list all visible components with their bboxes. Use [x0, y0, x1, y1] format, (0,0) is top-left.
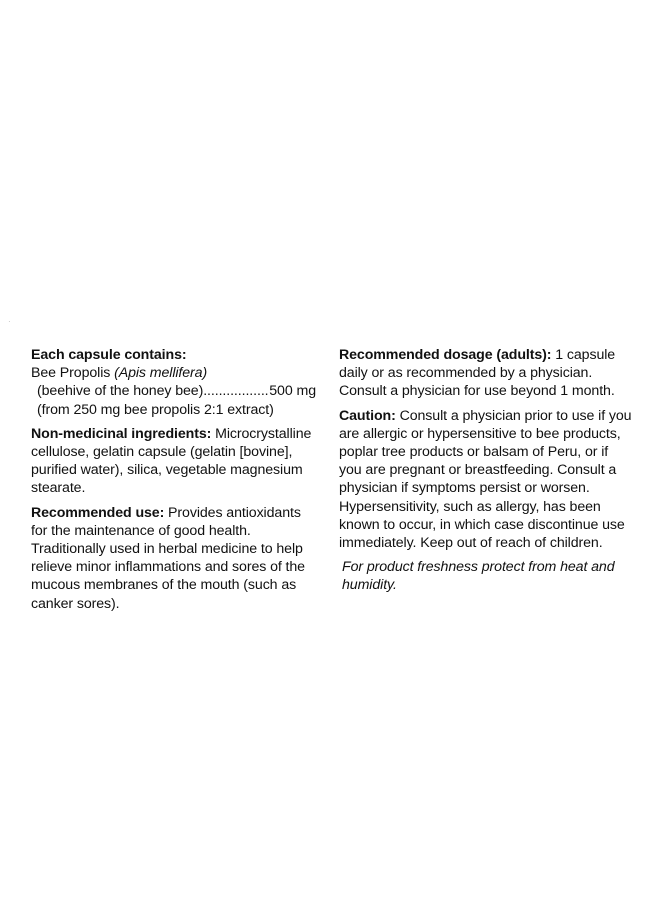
- ingredient-name: Bee Propolis: [31, 365, 115, 382]
- nonmedicinal-section: [31, 425, 316, 498]
- caution-label: Caution:: [339, 407, 396, 424]
- dosage-section: [339, 346, 634, 401]
- nonmedicinal-text: Microcrystalline cellulose, gelatin capsule (gelatin [bovine], purified water), silica, vegetable magnesium stearate.: [31, 425, 312, 497]
- dosage-label: Recommended dosage (adults):: [339, 347, 552, 363]
- contents-section: [31, 346, 316, 419]
- ingredient-latin: (Apis mellifera): [114, 365, 208, 382]
- dot-leader: [203, 382, 269, 400]
- left-column: [31, 346, 316, 619]
- recommended-use-text: Provides antioxidants for the maintenance of good health. Traditionally used in herbal medicine to help relieve minor inflammations and sores of the mucous membranes of the mouth (such as canker sores).: [31, 504, 305, 612]
- ingredient-dose-line: [31, 382, 316, 400]
- nonmedicinal-label: Non-medicinal ingredients:: [31, 425, 212, 442]
- ingredient-source: (beehive of the honey bee): [37, 383, 204, 400]
- caution-text: Consult a physician prior to use if you are allergic or hypersensitive to bee products, poplar tree products or balsam of Peru, or if you are pregnant or breastfeeding. Consult a physician if symptoms persist or worsen. Hypersensitivity, such as allergy, has been known to occur, in which case discontinue use immediately. Keep out of reach of children.: [339, 407, 632, 552]
- storage-note: For product freshness protect from heat and humidity.: [342, 559, 615, 594]
- contents-heading: Each capsule contains:: [31, 347, 187, 363]
- recommended-use-section: [31, 504, 316, 613]
- right-column: [339, 346, 634, 601]
- dosage-text: 1 capsule daily or as recommended by a physician. Consult a physician for use beyond 1 month.: [339, 347, 616, 400]
- ingredient-amount: 500 mg: [269, 383, 316, 400]
- recommended-use-label: Recommended use:: [31, 504, 165, 521]
- caution-section: [339, 407, 634, 553]
- ingredient-extract: (from 250 mg bee propolis 2:1 extract): [37, 401, 274, 418]
- stray-mark: ·: [8, 317, 11, 326]
